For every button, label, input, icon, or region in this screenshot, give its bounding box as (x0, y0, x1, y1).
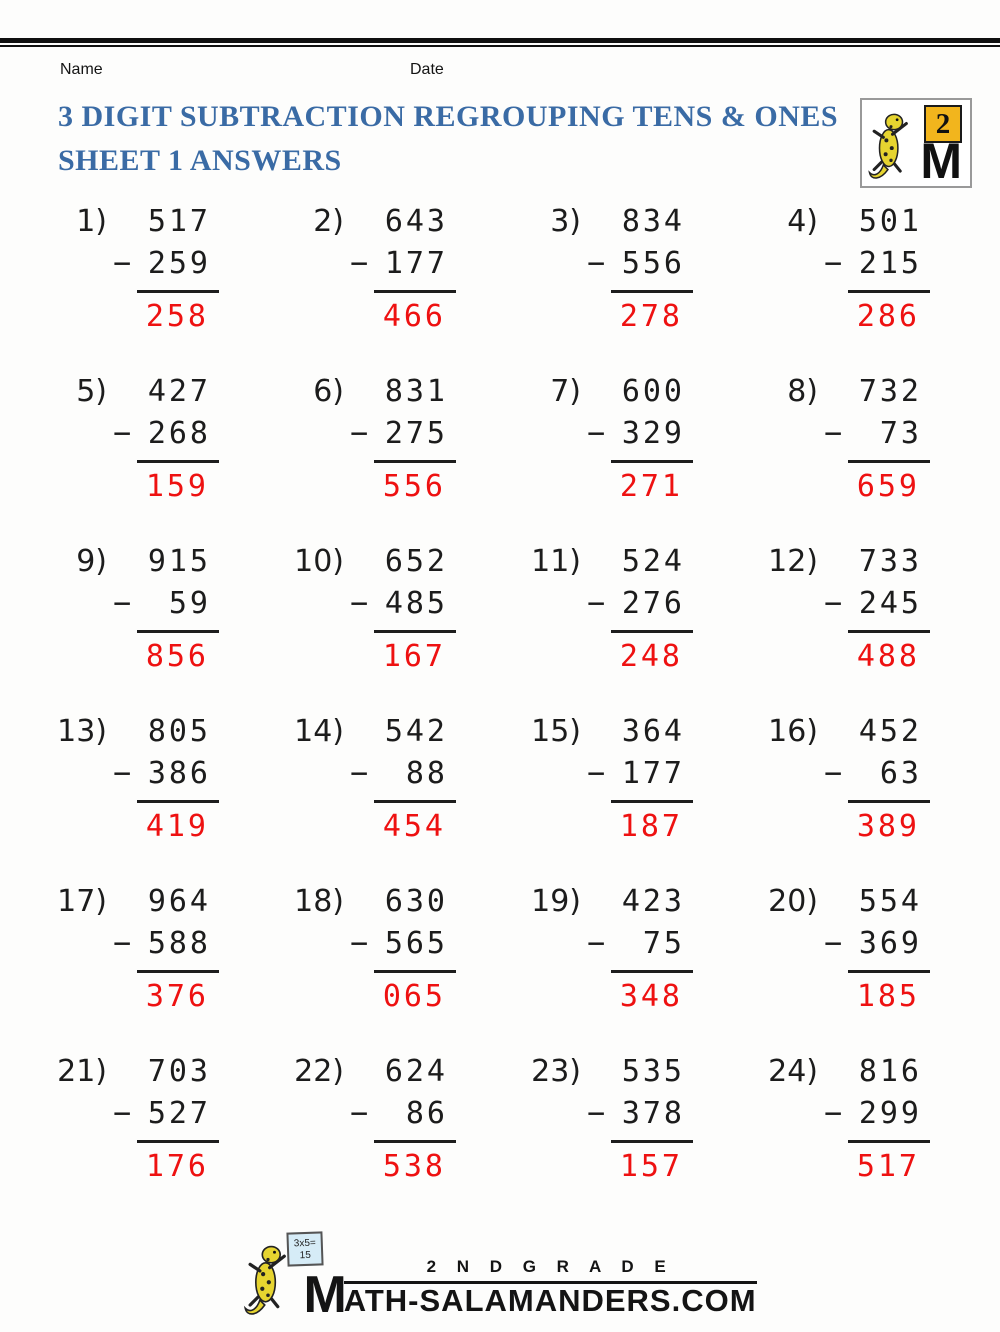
minus-sign: − (824, 926, 843, 961)
minuend: 831 (384, 374, 448, 409)
answer-rule-line (137, 970, 219, 973)
problem-number: 14) (294, 714, 344, 749)
subtrahend: 177 (621, 756, 685, 791)
minuend: 517 (147, 204, 211, 239)
subtrahend-line (824, 753, 930, 795)
answer-value: 167 (382, 639, 446, 674)
problem-number: 20) (768, 884, 818, 919)
problem-body (824, 711, 930, 881)
problem-body (587, 1051, 693, 1221)
minus-sign: − (824, 1096, 843, 1131)
minuend: 805 (147, 714, 211, 749)
name-label: Name (60, 61, 103, 78)
subtrahend: 299 (858, 1096, 922, 1131)
minuend: 423 (621, 884, 685, 919)
answer-rule-line (611, 1140, 693, 1143)
top-rule-thin-line (0, 45, 1000, 47)
answer-rule-line (137, 800, 219, 803)
answer-rule-line (374, 630, 456, 633)
answer-rule-line (848, 630, 930, 633)
subtrahend-line (824, 583, 930, 625)
minuend: 915 (147, 544, 211, 579)
subtrahend-line (587, 583, 693, 625)
minuend: 542 (384, 714, 448, 749)
subtrahend: 556 (621, 246, 685, 281)
problem-number: 24) (768, 1054, 818, 1089)
problem-number: 9) (76, 544, 107, 579)
problem-number: 23) (531, 1054, 581, 1089)
subtraction-problem (529, 881, 766, 1051)
footer-salamander (243, 1234, 317, 1318)
minuend: 652 (384, 544, 448, 579)
subtrahend: 268 (147, 416, 211, 451)
subtrahend-line (587, 923, 693, 965)
problem-body (113, 1051, 219, 1221)
subtraction-problem (55, 1051, 292, 1221)
answer-value: 389 (856, 809, 920, 844)
subtrahend-line (350, 1093, 456, 1135)
subtraction-problem (766, 711, 1000, 881)
subtrahend: 276 (621, 586, 685, 621)
minus-sign: − (824, 586, 843, 621)
subtraction-problem (292, 371, 529, 541)
problem-number: 4) (787, 204, 818, 239)
subtrahend: 59 (168, 586, 211, 621)
problem-body (350, 201, 456, 371)
minus-sign: − (587, 756, 606, 791)
minuend: 364 (621, 714, 685, 749)
salamander-icon (243, 1240, 293, 1318)
minuend: 733 (858, 544, 922, 579)
answer-value: 157 (619, 1149, 683, 1184)
problem-body (113, 711, 219, 881)
minus-sign: − (587, 1096, 606, 1131)
subtrahend-line (113, 753, 219, 795)
answer-rule-line (374, 290, 456, 293)
subtraction-problem (292, 711, 529, 881)
minus-sign: − (587, 416, 606, 451)
problem-number: 16) (768, 714, 818, 749)
problem-number: 19) (531, 884, 581, 919)
problem-body (824, 881, 930, 1051)
problem-body (113, 541, 219, 711)
subtraction-problem (292, 1051, 529, 1221)
answer-rule-line (137, 290, 219, 293)
answer-value: 185 (856, 979, 920, 1014)
subtraction-problem (529, 201, 766, 371)
multiplication-sign-card (287, 1231, 324, 1266)
subtrahend: 378 (621, 1096, 685, 1131)
subtrahend-line (824, 923, 930, 965)
minuend: 501 (858, 204, 922, 239)
answer-value: 454 (382, 809, 446, 844)
subtrahend: 88 (405, 756, 448, 791)
answer-value: 659 (856, 469, 920, 504)
problem-number: 3) (550, 204, 581, 239)
subtraction-problem (766, 881, 1000, 1051)
answer-rule-line (848, 290, 930, 293)
answer-rule-line (374, 1140, 456, 1143)
answer-value: 488 (856, 639, 920, 674)
answer-rule-line (848, 970, 930, 973)
answer-rule-line (611, 800, 693, 803)
subtrahend-line (113, 583, 219, 625)
problem-number: 1) (76, 204, 107, 239)
subtraction-problem (55, 201, 292, 371)
answer-value: 517 (856, 1149, 920, 1184)
subtrahend: 259 (147, 246, 211, 281)
minuend: 624 (384, 1054, 448, 1089)
minus-sign: − (113, 1096, 132, 1131)
minus-sign: − (350, 1096, 369, 1131)
problem-number: 2) (313, 204, 344, 239)
minuend: 703 (147, 1054, 211, 1089)
top-border-rule (0, 38, 1000, 47)
subtraction-problem (529, 541, 766, 711)
answer-value: 556 (382, 469, 446, 504)
answer-value: 376 (145, 979, 209, 1014)
answer-value: 419 (145, 809, 209, 844)
answer-rule-line (611, 970, 693, 973)
minus-sign: − (350, 416, 369, 451)
subtrahend: 588 (147, 926, 211, 961)
subtrahend: 329 (621, 416, 685, 451)
subtrahend: 275 (384, 416, 448, 451)
subtraction-problem (55, 371, 292, 541)
subtrahend: 63 (879, 756, 922, 791)
answer-rule-line (848, 1140, 930, 1143)
answer-rule-line (137, 630, 219, 633)
subtraction-problem (766, 201, 1000, 371)
subtrahend-line (113, 1093, 219, 1135)
subtrahend: 369 (858, 926, 922, 961)
subtraction-problem (766, 371, 1000, 541)
sign-card-line1: 3x5= (294, 1237, 317, 1250)
answer-value: 176 (145, 1149, 209, 1184)
subtrahend-line (113, 413, 219, 455)
problem-body (350, 1051, 456, 1221)
subtrahend-line (587, 753, 693, 795)
problem-number: 15) (531, 714, 581, 749)
subtrahend: 565 (384, 926, 448, 961)
minus-sign: − (113, 246, 132, 281)
problem-body (113, 371, 219, 541)
problem-body (350, 711, 456, 881)
brand-site-name: ATH-SALAMANDERS.COM (343, 1283, 757, 1318)
brand-text-column (344, 1257, 757, 1318)
problem-number: 12) (768, 544, 818, 579)
meta-row (0, 61, 1000, 79)
problem-number: 8) (787, 374, 818, 409)
problem-body (587, 371, 693, 541)
subtrahend: 86 (405, 1096, 448, 1131)
subtrahend-line (824, 243, 930, 285)
subtraction-problem (55, 541, 292, 711)
subtraction-problem (766, 1051, 1000, 1221)
answer-rule-line (374, 970, 456, 973)
title-line-1: 3 DIGIT SUBTRACTION REGROUPING TENS & ONES (58, 100, 839, 133)
answer-value: 278 (619, 299, 683, 334)
problem-number: 7) (550, 374, 581, 409)
problem-number: 5) (76, 374, 107, 409)
subtrahend-line (350, 413, 456, 455)
problem-body (113, 201, 219, 371)
subtrahend-line (824, 413, 930, 455)
problem-body (350, 881, 456, 1051)
worksheet-title (0, 95, 1000, 183)
minuend: 643 (384, 204, 448, 239)
subtraction-problem (529, 371, 766, 541)
problem-body (587, 201, 693, 371)
minus-sign: − (350, 586, 369, 621)
subtrahend: 245 (858, 586, 922, 621)
minuend: 600 (621, 374, 685, 409)
minus-sign: − (350, 246, 369, 281)
problem-body (824, 201, 930, 371)
problem-number: 10) (294, 544, 344, 579)
grade-2-badge: 2 (924, 105, 962, 143)
subtrahend-line (587, 243, 693, 285)
subtrahend-line (350, 243, 456, 285)
problem-number: 21) (57, 1054, 107, 1089)
answer-value: 159 (145, 469, 209, 504)
subtrahend-line (587, 413, 693, 455)
problem-body (587, 711, 693, 881)
answer-rule-line (611, 460, 693, 463)
problem-number: 22) (294, 1054, 344, 1089)
top-rule-thick-line (0, 38, 1000, 43)
problem-body (587, 541, 693, 711)
minuend: 427 (147, 374, 211, 409)
problem-number: 6) (313, 374, 344, 409)
answer-rule-line (611, 290, 693, 293)
problem-body (113, 881, 219, 1051)
subtrahend-line (587, 1093, 693, 1135)
problem-number: 18) (294, 884, 344, 919)
answer-value: 538 (382, 1149, 446, 1184)
subtraction-problem (55, 711, 292, 881)
date-label: Date (410, 61, 444, 78)
sign-card-line2: 15 (299, 1249, 312, 1262)
minuend: 524 (621, 544, 685, 579)
answer-value: 258 (145, 299, 209, 334)
answer-value: 856 (145, 639, 209, 674)
minus-sign: − (824, 756, 843, 791)
answer-rule-line (137, 460, 219, 463)
problem-body (350, 541, 456, 711)
minus-sign: − (587, 246, 606, 281)
subtrahend-line (113, 923, 219, 965)
answer-rule-line (374, 800, 456, 803)
minus-sign: − (113, 756, 132, 791)
answer-rule-line (611, 630, 693, 633)
problem-body (824, 1051, 930, 1221)
problem-number: 17) (57, 884, 107, 919)
subtraction-problem (55, 881, 292, 1051)
minus-sign: − (587, 586, 606, 621)
minuend: 834 (621, 204, 685, 239)
subtraction-problem (292, 541, 529, 711)
subtraction-problem (292, 881, 529, 1051)
answer-value: 466 (382, 299, 446, 334)
problem-number: 13) (57, 714, 107, 749)
minuend: 554 (858, 884, 922, 919)
subtrahend-line (350, 753, 456, 795)
math-salamanders-logo (860, 98, 972, 188)
subtrahend: 75 (642, 926, 685, 961)
minus-sign: − (350, 926, 369, 961)
subtrahend: 485 (384, 586, 448, 621)
subtraction-problem (529, 711, 766, 881)
answer-rule-line (374, 460, 456, 463)
minuend: 732 (858, 374, 922, 409)
problem-body (824, 541, 930, 711)
answer-value: 248 (619, 639, 683, 674)
answer-rule-line (848, 800, 930, 803)
subtrahend-line (824, 1093, 930, 1135)
problems-grid (55, 201, 1000, 1221)
minus-sign: − (824, 246, 843, 281)
brand-m-letter: M (303, 1266, 342, 1324)
minuend: 630 (384, 884, 448, 919)
minus-sign: − (824, 416, 843, 451)
minuend: 816 (858, 1054, 922, 1089)
answer-rule-line (137, 1140, 219, 1143)
subtrahend: 177 (384, 246, 448, 281)
subtraction-problem (529, 1051, 766, 1221)
problem-number: 11) (531, 544, 581, 579)
minus-sign: − (113, 416, 132, 451)
answer-rule-line (848, 460, 930, 463)
minus-sign: − (350, 756, 369, 791)
minus-sign: − (113, 586, 132, 621)
subtraction-problem (766, 541, 1000, 711)
answer-value: 187 (619, 809, 683, 844)
footer-brand (0, 1234, 1000, 1324)
minuend: 964 (147, 884, 211, 919)
subtrahend-line (113, 243, 219, 285)
problem-body (587, 881, 693, 1051)
minuend: 535 (621, 1054, 685, 1089)
problem-body (350, 371, 456, 541)
subtrahend-line (350, 583, 456, 625)
salamander-icon (868, 108, 914, 182)
minus-sign: − (587, 926, 606, 961)
answer-value: 348 (619, 979, 683, 1014)
subtrahend: 73 (879, 416, 922, 451)
minus-sign: − (113, 926, 132, 961)
answer-value: 286 (856, 299, 920, 334)
minuend: 452 (858, 714, 922, 749)
subtrahend: 215 (858, 246, 922, 281)
grade-text: 2 N D G R A D E (344, 1257, 757, 1284)
subtrahend: 527 (147, 1096, 211, 1131)
title-line-2: SHEET 1 ANSWERS (58, 144, 342, 177)
answer-value: 271 (619, 469, 683, 504)
subtraction-problem (292, 201, 529, 371)
logo-m-letter: M (920, 133, 958, 189)
subtrahend: 386 (147, 756, 211, 791)
problem-body (824, 371, 930, 541)
answer-value: 065 (382, 979, 446, 1014)
subtrahend-line (350, 923, 456, 965)
